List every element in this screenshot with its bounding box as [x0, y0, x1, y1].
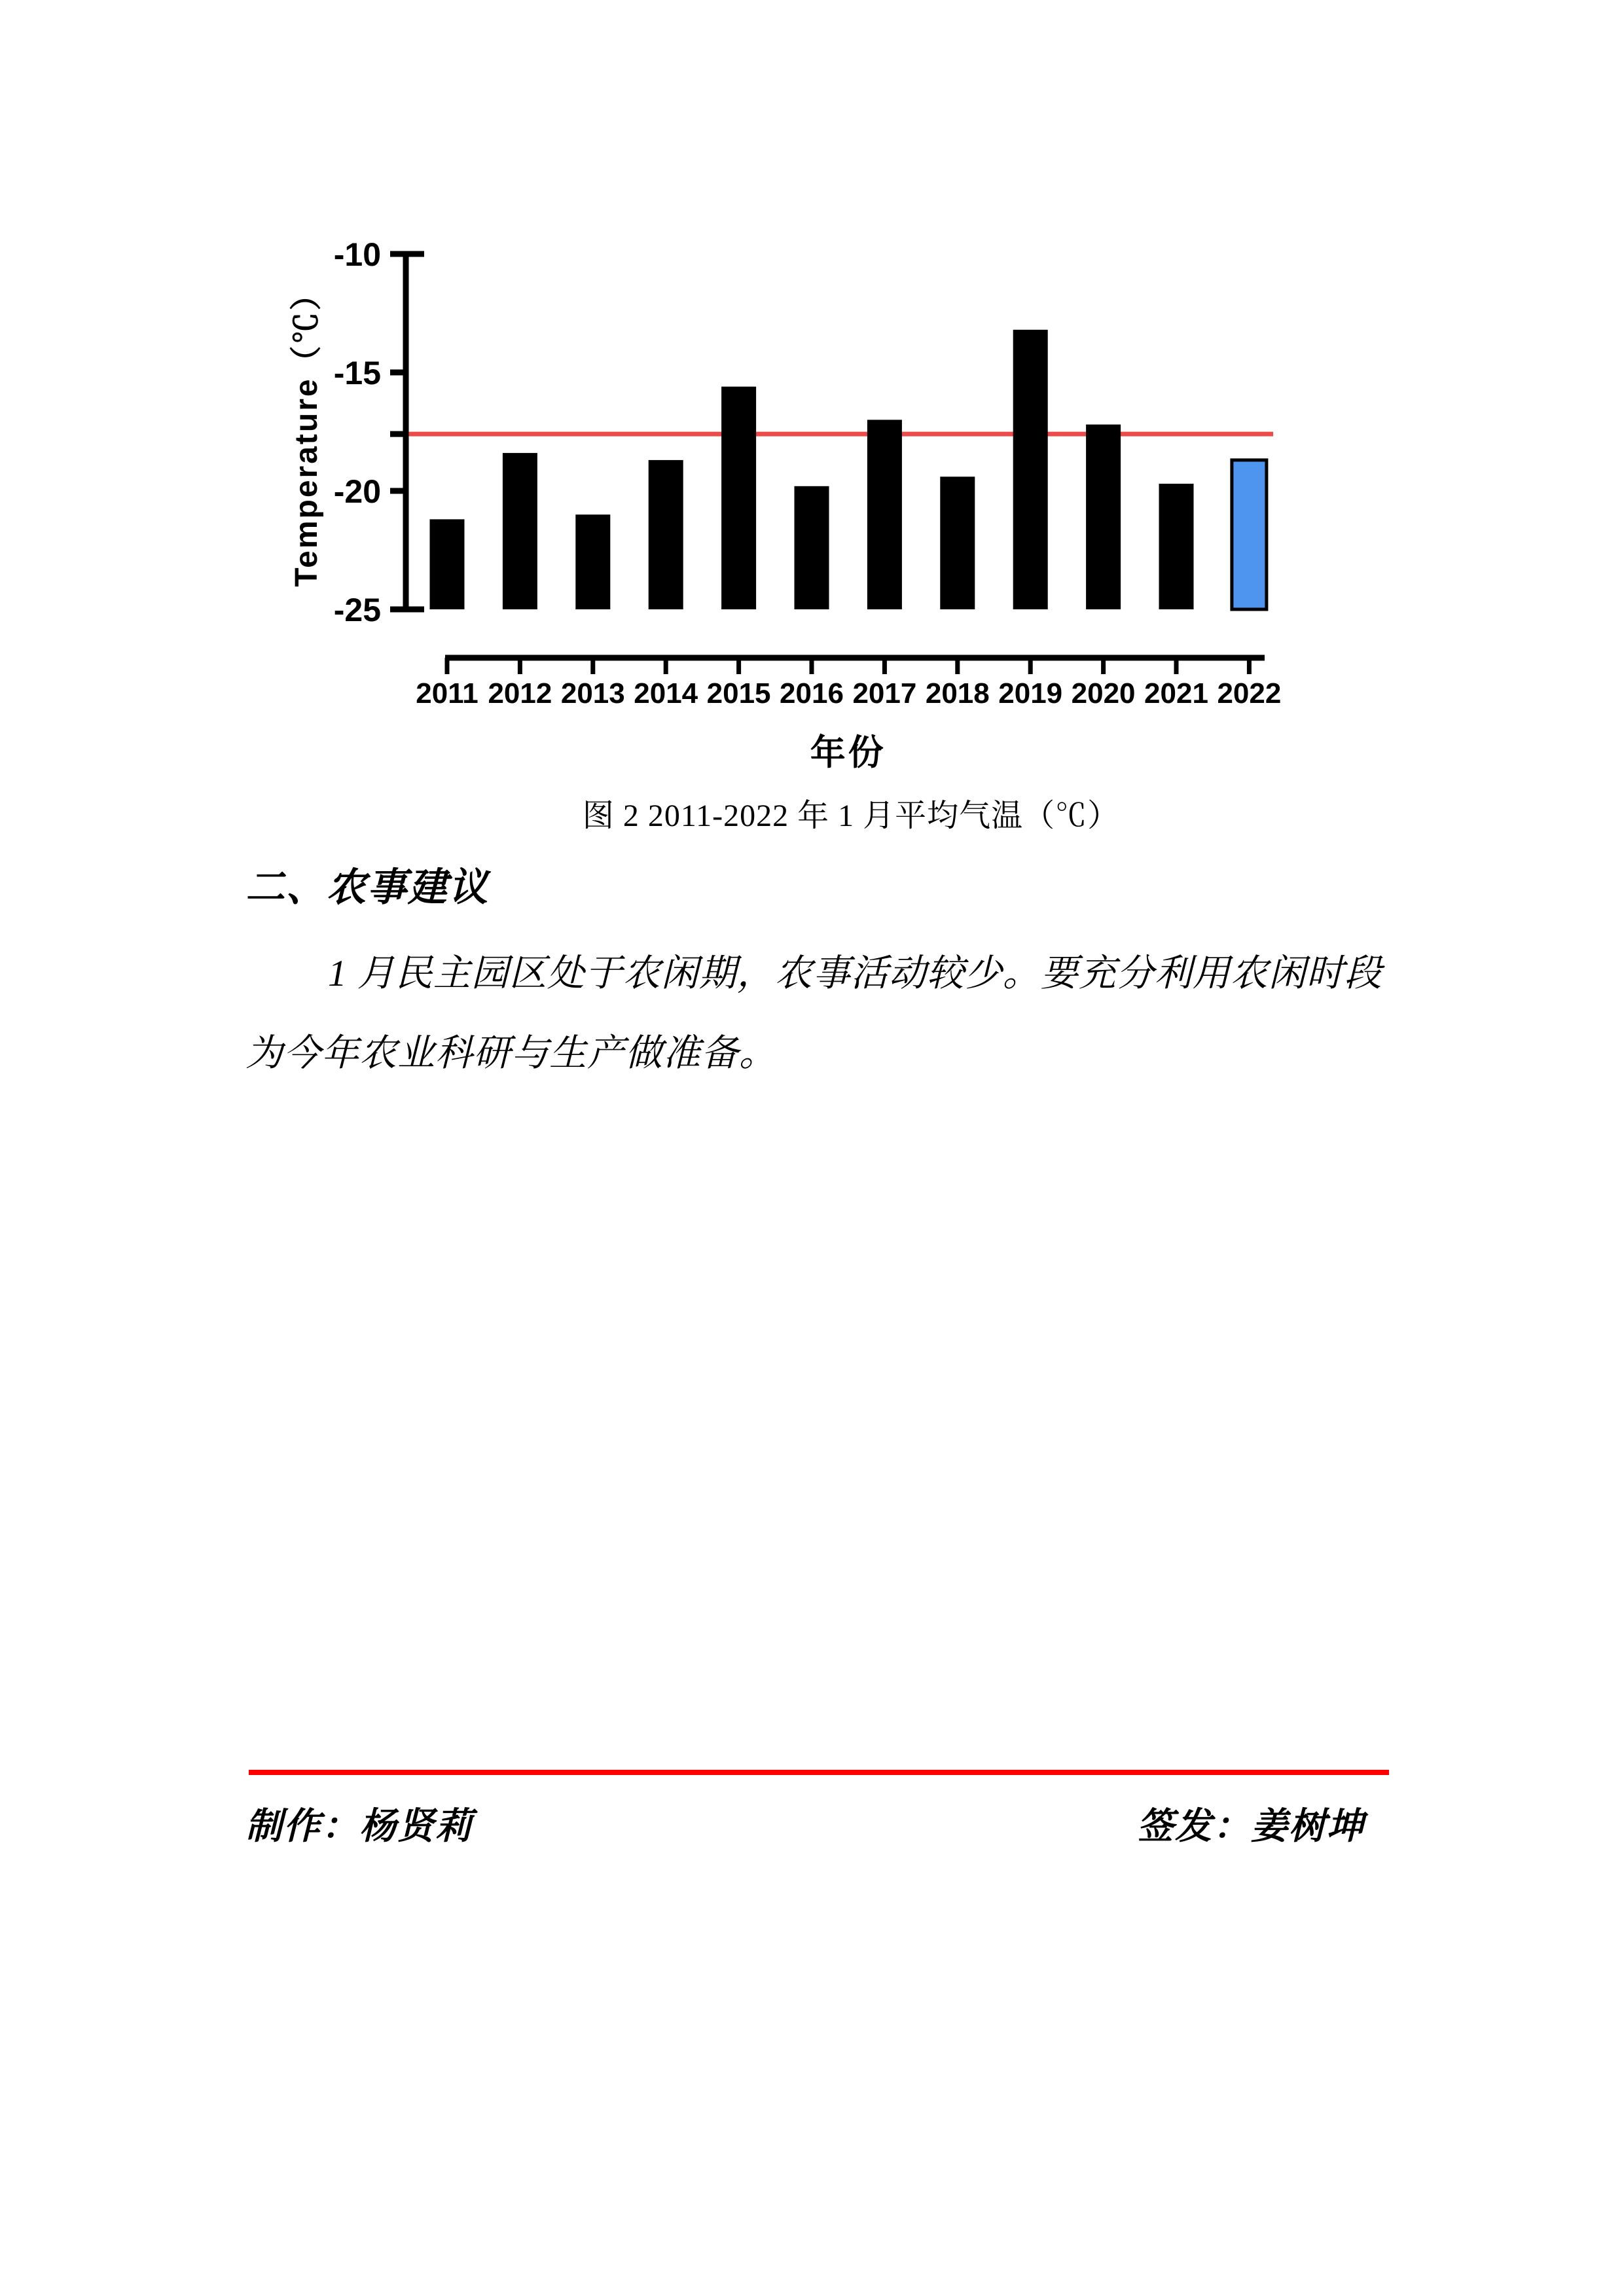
x-tick-label-2013: 2013 — [560, 677, 625, 709]
bar-2014 — [649, 460, 683, 609]
x-tick-label-2011: 2011 — [416, 677, 478, 709]
figure-caption: 图 2 2011-2022 年 1 月平均气温（℃） — [582, 798, 1120, 833]
x-tick-label-2014: 2014 — [634, 677, 698, 709]
x-tick-label-2015: 2015 — [706, 677, 771, 709]
bar-2017 — [867, 420, 902, 609]
footer-divider — [249, 1770, 1389, 1775]
y-tick-label--25: -25 — [333, 592, 381, 628]
y-axis-title: Temperature（℃） — [289, 277, 324, 587]
bar-2013 — [575, 514, 610, 609]
temperature-bar-chart — [262, 216, 1309, 792]
paragraph-line-2: 为今年农业科研与生产做准备。 — [245, 1033, 777, 1074]
x-axis-title: 年份 — [810, 733, 886, 772]
bar-2012 — [503, 453, 537, 609]
chart-svg — [262, 216, 1309, 792]
bar-2016 — [795, 486, 829, 609]
y-tick-label--20: -20 — [333, 473, 381, 510]
bar-2018 — [940, 476, 975, 609]
x-tick-label-2021: 2021 — [1144, 677, 1208, 709]
bar-2019 — [1013, 330, 1048, 609]
bar-2020 — [1086, 425, 1121, 609]
x-tick-label-2012: 2012 — [488, 677, 552, 709]
x-tick-label-2020: 2020 — [1071, 677, 1136, 709]
x-tick-label-2018: 2018 — [925, 677, 990, 709]
footer-author: 制作：杨贤莉 — [245, 1806, 473, 1847]
x-tick-label-2019: 2019 — [998, 677, 1063, 709]
x-tick-label-2017: 2017 — [852, 677, 917, 709]
footer-issuer: 签发：姜树坤 — [1137, 1806, 1365, 1847]
x-tick-label-2022: 2022 — [1217, 677, 1282, 709]
y-tick-label--10: -10 — [333, 236, 381, 273]
section-heading: 二、农事建议 — [245, 866, 489, 909]
x-tick-label-2016: 2016 — [780, 677, 844, 709]
bar-2011 — [430, 519, 465, 609]
bar-2022 — [1232, 460, 1267, 609]
bar-2021 — [1159, 484, 1194, 609]
paragraph-line-1: 1 月民主园区处于农闲期，农事活动较少。要充分利用农闲时段 — [328, 953, 1382, 994]
y-tick-label--15: -15 — [333, 355, 381, 391]
bar-2015 — [721, 387, 756, 609]
